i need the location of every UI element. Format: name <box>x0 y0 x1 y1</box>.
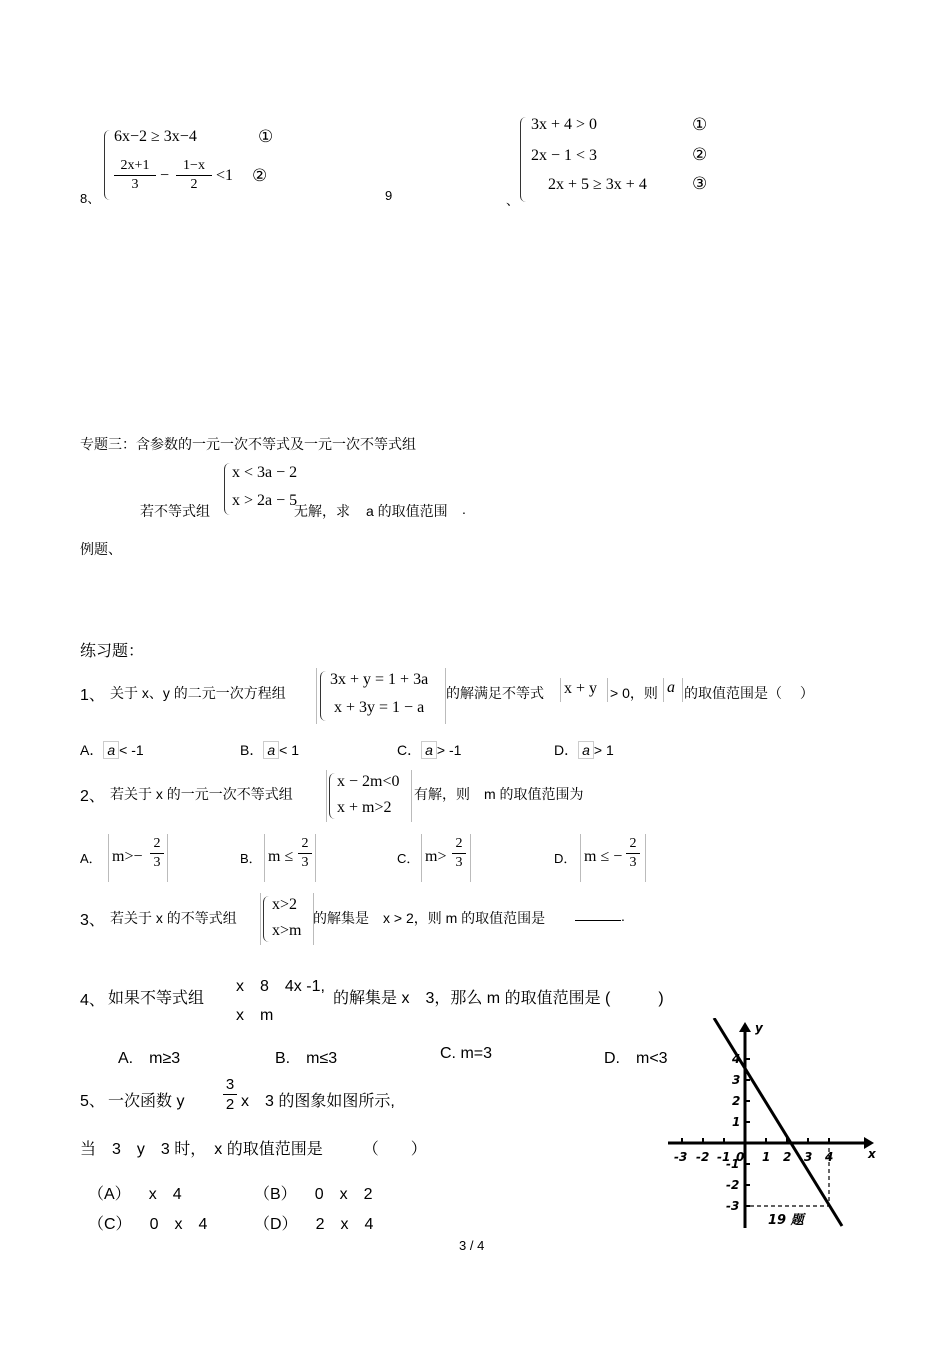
option-variable: a <box>578 741 594 759</box>
fraction-numerator: 1−x <box>183 158 205 173</box>
question-5-suffix: x 3 的图象如图所示, <box>241 1093 395 1110</box>
question-1-brace <box>320 671 328 721</box>
question-2-option-a-label: A． <box>80 851 102 866</box>
fraction-denominator: 3 <box>131 177 139 192</box>
question-1-middle-2: > 0，则 <box>610 685 658 701</box>
y-tick-label: -1 <box>726 1157 740 1171</box>
question-4-option-b[interactable]: B. m≤3 <box>275 1050 338 1067</box>
page-number: 3 / 4 <box>459 1238 485 1253</box>
question-4-option-a[interactable]: A. m≥3 <box>118 1050 181 1067</box>
question-2-number: 2、 <box>80 788 105 805</box>
question-1-a: a <box>667 679 675 696</box>
topic-3-heading: 专题三：含参数的一元一次不等式及一元一次不等式组 <box>80 436 416 452</box>
fraction-bar <box>626 853 640 854</box>
question-1-prefix: 关于 x、y 的二元一次方程组 <box>110 685 286 701</box>
question-2-option-b-left: m ≤ <box>268 848 294 865</box>
question-3-end: . <box>621 908 625 924</box>
question-4-suffix: 的解集是 x 3，那么 m 的取值范围是 ( ) <box>333 990 664 1007</box>
problem-8-brace <box>104 130 113 200</box>
question-1-equation-2: x + 3y = 1 − a <box>334 699 425 716</box>
option-text: 0 x 4 <box>149 1216 208 1233</box>
question-2-option-d-fraction <box>626 836 640 871</box>
origin-label: 0 <box>736 1150 745 1164</box>
fraction-numerator: 2 <box>153 836 161 851</box>
question-1-expression: x + y <box>564 680 598 697</box>
question-3-number: 3、 <box>80 912 105 929</box>
problem-9-separator: 、 <box>506 193 520 208</box>
problem-9-ineq-1: 3x + 4 > 0 <box>531 116 598 133</box>
fraction-bar <box>114 175 156 176</box>
question-2-option-c-fraction <box>452 836 466 871</box>
problem-8-fraction-b <box>176 158 212 193</box>
example-label: 例题、 <box>80 541 122 557</box>
y-tick-label: -3 <box>726 1199 740 1213</box>
x-tick-label: 4 <box>825 1150 834 1164</box>
option-relation: > -1 <box>436 742 462 758</box>
question-5-number: 5、 <box>80 1093 105 1110</box>
question-4-option-d[interactable]: D. m<3 <box>604 1050 668 1067</box>
question-5-fraction <box>223 1076 237 1113</box>
option-variable: a <box>103 741 119 759</box>
y-axis-arrow-icon <box>739 1022 751 1032</box>
problem-9-mark-1: ① <box>692 115 708 135</box>
problem-9-brace <box>520 117 529 202</box>
question-1-suffix: 的取值范围是（ ） <box>684 685 814 701</box>
question-2-line-2: x + m>2 <box>337 799 392 816</box>
option-text: 2 x 4 <box>315 1216 374 1233</box>
fraction-denominator: 2 <box>190 177 198 192</box>
x-tick-label: 2 <box>783 1150 792 1164</box>
question-5-line-2: 当 3 y 3 时， x 的取值范围是 （ ） <box>80 1141 427 1158</box>
question-2-option-a-left: m>− <box>112 848 143 865</box>
question-5-option-a[interactable] <box>88 1181 182 1204</box>
topic-3-system-line-2: x > 2a − 5 <box>232 492 298 509</box>
option-label: （B） <box>254 1186 297 1203</box>
topic-3-question-post: 无解，求 <box>294 503 350 519</box>
option-label: B． <box>240 742 264 758</box>
topic-3-brace <box>224 463 232 515</box>
question-2-option-c-left: m> <box>425 848 447 865</box>
problem-8-ineq-1: 6x−2 ≥ 3x−4 <box>114 128 197 145</box>
topic-3-system-line-1: x < 3a − 2 <box>232 464 298 481</box>
question-1-option-a[interactable] <box>80 740 144 760</box>
question-1-equation-1: 3x + y = 1 + 3a <box>330 671 429 688</box>
option-relation: > 1 <box>593 742 614 758</box>
question-3-answer-blank[interactable] <box>575 908 621 924</box>
y-tick-label: -2 <box>726 1178 740 1192</box>
x-tick-label: 3 <box>804 1150 813 1164</box>
function-graph <box>660 1018 880 1233</box>
question-2-prefix: 若关于 x 的一元一次不等式组 <box>110 786 293 802</box>
question-3-line-2: x>m <box>272 922 302 939</box>
question-2-option-a-fraction <box>150 836 164 871</box>
fraction-numerator: 2 <box>301 836 309 851</box>
fraction-denominator: 3 <box>153 855 161 870</box>
option-variable: a <box>263 741 279 759</box>
question-4-prefix: 如果不等式组 <box>108 990 205 1007</box>
question-3-suffix: 的解集是 x > 2，则 m 的取值范围是 <box>313 910 546 926</box>
y-axis-label: y <box>755 1021 763 1035</box>
fraction-bar <box>176 175 212 176</box>
fraction-denominator: 3 <box>301 855 309 870</box>
problem-9-ineq-2: 2x − 1 < 3 <box>531 147 598 164</box>
option-relation: < -1 <box>119 742 144 758</box>
fraction-bar <box>223 1094 237 1095</box>
question-2-option-b-label: B． <box>240 851 262 866</box>
fraction-bar <box>150 853 164 854</box>
y-tick-label: 1 <box>732 1115 741 1129</box>
question-4-number: 4、 <box>80 992 105 1009</box>
option-text: 0 x 2 <box>314 1186 373 1203</box>
question-3-brace <box>263 896 270 942</box>
option-label: （C） <box>88 1216 132 1233</box>
problem-8-mark-1: ① <box>258 127 274 147</box>
question-1-option-d[interactable] <box>554 740 614 760</box>
fraction-denominator: 3 <box>629 855 637 870</box>
question-1-middle: 的解满足不等式 <box>446 685 544 701</box>
graph-caption: 19 题 <box>768 1213 804 1228</box>
y-tick-label: 2 <box>732 1094 741 1108</box>
fraction-numerator: 2 <box>455 836 463 851</box>
question-4-option-c[interactable]: C. m=3 <box>440 1045 493 1062</box>
question-5-option-c[interactable] <box>88 1211 207 1234</box>
question-2-option-b-fraction <box>298 836 312 871</box>
question-2-option-d-left: m ≤ − <box>584 848 623 865</box>
problem-8-mark-2: ② <box>252 166 268 186</box>
question-4-system-top: x 8 4x -1, <box>236 978 325 995</box>
option-label: （D） <box>254 1216 298 1233</box>
question-2-suffix: 有解，则 m 的取值范围为 <box>414 786 584 802</box>
problem-9-ineq-3: 2x + 5 ≥ 3x + 4 <box>548 176 647 193</box>
question-5-prefix: 一次函数 y <box>108 1093 185 1110</box>
topic-3-question-variable: a 的取值范围 <box>366 503 448 519</box>
question-5-option-b[interactable] <box>254 1181 373 1204</box>
option-text: x 4 <box>148 1186 182 1203</box>
option-variable: a <box>421 741 437 759</box>
practice-heading: 练习题： <box>80 643 145 660</box>
question-1-option-b[interactable] <box>240 740 299 760</box>
problem-9-mark-2: ② <box>692 145 708 165</box>
fraction-denominator: 2 <box>225 1096 235 1113</box>
option-label: （A） <box>88 1186 131 1203</box>
fraction-numerator: 2x+1 <box>120 158 150 173</box>
problem-8-minus: − <box>160 167 170 184</box>
question-1-option-c[interactable] <box>397 740 461 760</box>
problem-8-number: 8、 <box>80 191 101 206</box>
topic-3-question-end: . <box>462 501 466 517</box>
question-1-number: 1、 <box>80 687 105 704</box>
fraction-numerator: 2 <box>629 836 637 851</box>
option-label: C． <box>397 742 422 758</box>
problem-8-relation: <1 <box>216 167 234 184</box>
problem-9-mark-3: ③ <box>692 174 708 194</box>
question-2-option-c-label: C． <box>397 851 420 866</box>
option-label: D． <box>554 742 579 758</box>
fraction-denominator: 3 <box>455 855 463 870</box>
y-tick-label: 4 <box>732 1052 741 1066</box>
topic-3-question-prefix: 若不等式组 <box>140 503 210 519</box>
question-3-prefix: 若关于 x 的不等式组 <box>110 910 237 926</box>
fraction-numerator: 3 <box>225 1076 235 1093</box>
y-tick-label: 3 <box>732 1073 741 1087</box>
x-tick-label: 1 <box>762 1150 771 1164</box>
question-4-system-bottom: x m <box>236 1007 274 1024</box>
x-tick-label: -2 <box>696 1150 710 1164</box>
question-5-option-d[interactable] <box>254 1211 373 1234</box>
x-tick-label: -3 <box>674 1150 688 1164</box>
question-2-brace <box>329 773 336 819</box>
problem-9-number: 9 <box>385 188 393 203</box>
fraction-bar <box>298 853 312 854</box>
question-2-option-d-label: D． <box>554 851 577 866</box>
question-3-line-1: x>2 <box>272 896 298 913</box>
option-relation: < 1 <box>279 742 299 758</box>
question-2-line-1: x − 2m<0 <box>337 773 400 790</box>
x-axis-label: x <box>868 1147 876 1161</box>
x-tick-label: -1 <box>717 1150 731 1164</box>
problem-8-fraction-a <box>114 158 156 193</box>
fraction-bar <box>452 853 466 854</box>
option-label: A． <box>80 742 104 758</box>
